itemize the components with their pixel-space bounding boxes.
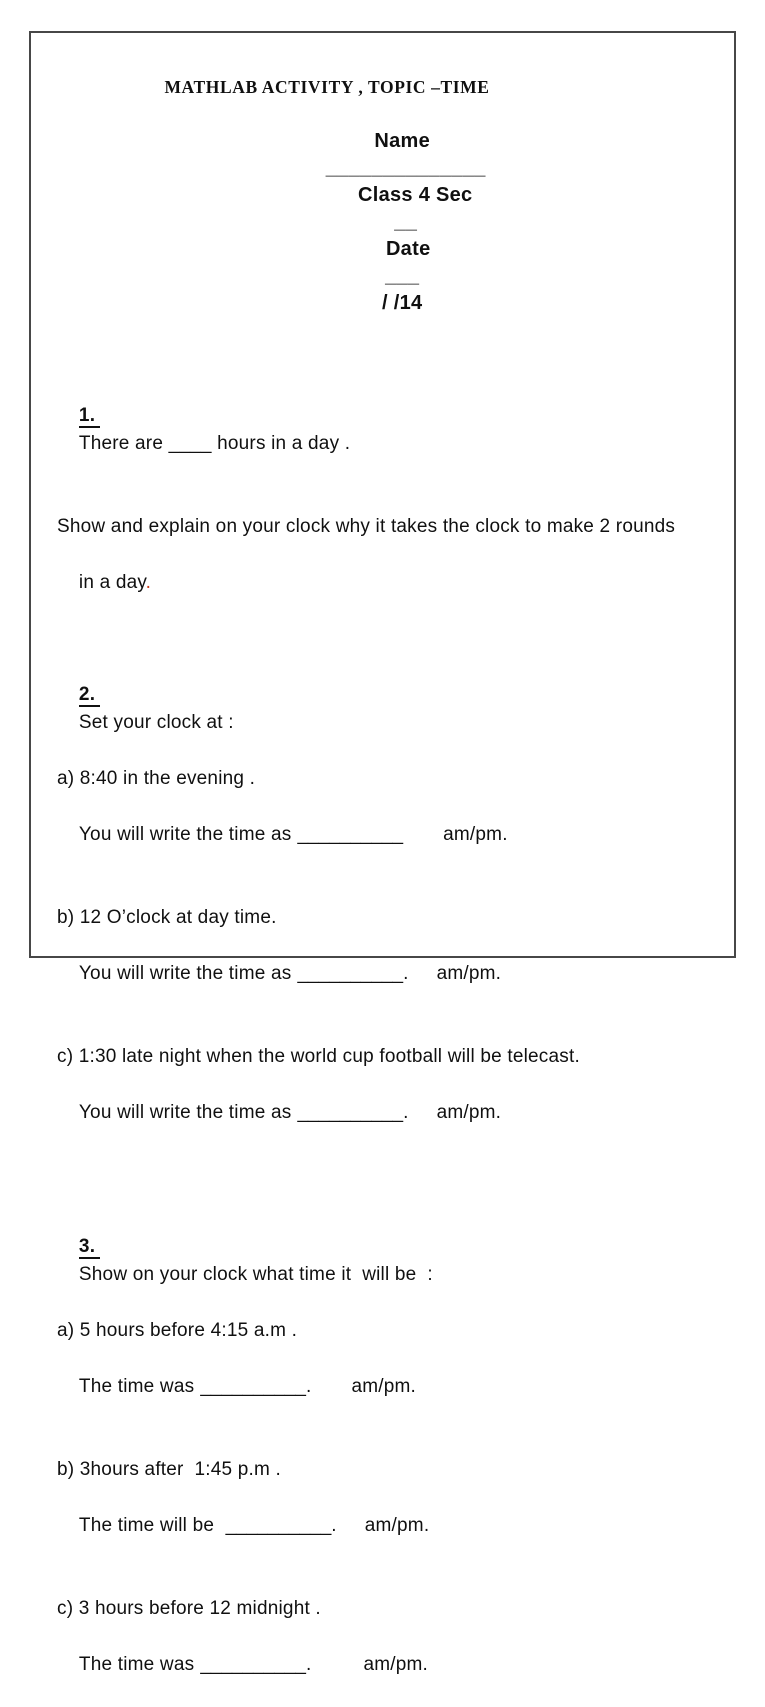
q2-part-a-answer: [57, 793, 724, 877]
q3a-answer-prefix: The time was: [78, 1376, 195, 1397]
q2b-answer-prefix: You will write the time as: [78, 963, 292, 984]
q2-part-c-answer: [57, 1071, 724, 1155]
q3a-answer-blank: __________: [200, 1376, 306, 1397]
q3-heading: Show on your clock what time it will be :: [78, 1264, 433, 1285]
q2c-ampm-label: am/pm.: [436, 1102, 502, 1123]
q2b-answer-blank: __________: [297, 963, 404, 984]
date-blank: ___: [385, 265, 420, 287]
q2-heading: Set your clock at :: [78, 712, 234, 733]
q2c-answer-blank: __________: [297, 1102, 404, 1123]
q3b-ampm-label: am/pm.: [364, 1515, 430, 1536]
q1-note-line1: Show and explain on your clock why it takes the clock to make 2 rounds: [57, 516, 676, 537]
q3-number: 3.: [79, 1236, 100, 1259]
q3c-ampm-label: am/pm.: [363, 1654, 429, 1675]
q2-part-c-item: c) 1:30 late night when the world cup football will be telecast.: [57, 1046, 580, 1067]
q1-number: 1.: [79, 405, 100, 428]
q2-part-b-item: b) 12 O’clock at day time.: [57, 907, 277, 928]
q3-part-a-answer: [57, 1345, 724, 1429]
page-border: [29, 31, 736, 1675]
q2b-after-blank: .: [403, 963, 409, 984]
worksheet-title: MATHLAB ACTIVITY , TOPIC –TIME: [164, 77, 490, 97]
q3b-answer-prefix: The time will be: [78, 1515, 220, 1536]
q3b-answer-blank: __________: [225, 1515, 332, 1536]
q2-number: 2.: [79, 684, 100, 707]
q3b-after-blank: .: [331, 1515, 337, 1536]
q3c-answer-blank: __________: [200, 1654, 306, 1675]
q3c-after-blank: .: [305, 1654, 312, 1675]
q2b-ampm-label: am/pm.: [436, 963, 502, 984]
q1-note-period: .: [145, 572, 152, 593]
date-suffix: / /14: [382, 292, 423, 314]
date-label: Date: [385, 238, 431, 260]
q3a-after-blank: .: [305, 1376, 312, 1397]
q2-part-a-item: a) 8:40 in the evening .: [57, 768, 256, 789]
q3-part-b-answer: [57, 1484, 724, 1568]
q3c-answer-prefix: The time was: [78, 1654, 195, 1675]
question-1: [57, 374, 724, 486]
q2a-answer-blank: __________: [297, 824, 404, 845]
q2c-after-blank: .: [403, 1102, 409, 1123]
q2c-answer-prefix: You will write the time as: [78, 1102, 292, 1123]
q2a-ampm-label: am/pm.: [443, 824, 508, 845]
q3-part-a-item: a) 5 hours before 4:15 a.m .: [57, 1320, 298, 1341]
header-line: [57, 101, 724, 344]
q1-note-line2: in a day: [78, 572, 146, 593]
q3-part-c-answer: [57, 1623, 724, 1707]
question-2: [57, 653, 724, 765]
q3a-ampm-label: am/pm.: [351, 1376, 417, 1397]
q1-note-line2-wrap: [57, 541, 724, 625]
name-blank: ______________: [325, 157, 486, 179]
class-label: Class 4 Sec: [357, 184, 473, 206]
q3-part-b-item: b) 3hours after 1:45 p.m .: [57, 1459, 282, 1480]
q1-text: There are ____ hours in a day .: [78, 433, 351, 454]
question-3: [57, 1205, 724, 1317]
q3-part-c-item: c) 3 hours before 12 midnight .: [57, 1598, 321, 1619]
q2-part-b-answer: [57, 932, 724, 1016]
q2a-answer-prefix: You will write the time as: [78, 824, 292, 845]
section-blank: __: [394, 211, 418, 233]
name-label: Name: [374, 130, 431, 152]
